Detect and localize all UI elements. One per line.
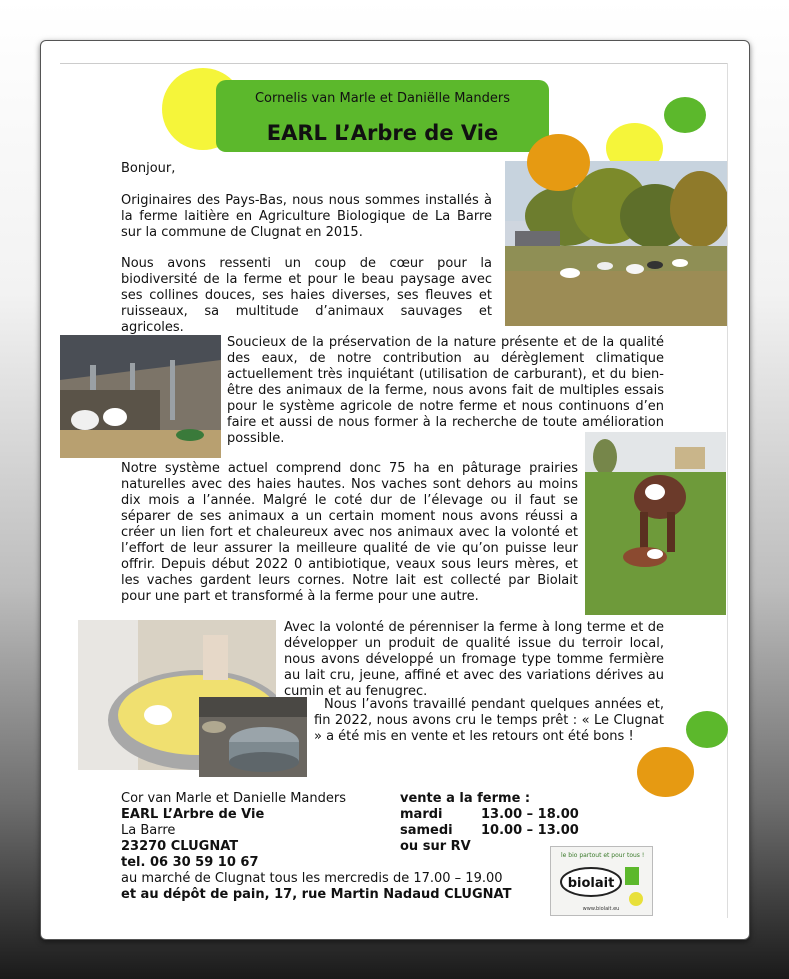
market-info: au marché de Clugnat tous les mercredis de 17.00 – 19.00 — [121, 871, 503, 886]
owner-names: Cornelis van Marle et Daniëlle Manders — [254, 91, 510, 106]
contact-phone: tel. 06 30 59 10 67 — [121, 855, 259, 870]
pasture-photo — [505, 161, 727, 326]
cow-calf-photo — [585, 432, 726, 615]
farm-title: EARL L’Arbre de Vie — [266, 121, 499, 145]
greeting: Bonjour, — [121, 161, 176, 176]
cheese-wheels-photo — [199, 697, 307, 777]
sales-hours-1: 13.00 – 18.00 — [481, 807, 579, 822]
logo-url: www.biolait.eu — [582, 906, 620, 912]
decor-circle-green-top — [664, 97, 706, 133]
decor-circle-green-bottom — [686, 711, 728, 748]
logo-brand: biolait — [567, 876, 615, 891]
paragraph-origin: Originaires des Pays-Bas, nous nous sommes installés à la ferme laitière en Agriculture Biologique de La Barre sur la commune de Clugnat en 2015. — [121, 193, 492, 240]
top-rule — [60, 63, 728, 64]
sales-appointment: ou sur RV — [400, 839, 471, 854]
paragraph-preservation: Soucieux de la préservation de la nature présente et de la qualité des eaux, de notre contribution au dérèglement climatique actuellement très inquiétant (utilisation de carburant), et du bien-être des animaux de la ferme, nous avons fait de multiples essais pour le système agricole de notre ferme et nous continuons d’en faire et aussi de nous former à la recherche de toute amélioration possible. — [227, 335, 664, 446]
contact-farm: EARL L’Arbre de Vie — [121, 807, 265, 822]
decor-circle-orange-top — [527, 134, 590, 191]
sales-hours-2: 10.00 – 13.00 — [481, 823, 579, 838]
paragraph-system: Notre système actuel comprend donc 75 ha en pâturage prairies naturelles avec des haies hautes. Nos vaches sont dehors au moins dix mois a l’année. Malgré le coté dur de l’élevage ou il faut se séparer de ses animaux a un certain moment nous avons réussi a créer un lien fort et chaleureux avec nos animaux avec la volonté et l’effort de leur assurer la meilleure qualité de vie qu’on puisse leur offrir. Depuis début 2022 0 antibiotique, veaux sous leurs mères, et les vaches gardent leurs cornes. Notre lait est collecté par Biolait pour une part et transformé à la ferme pour une autre. — [121, 461, 578, 604]
logo-tagline: le bio partout et pour tous ! — [561, 852, 645, 859]
biolait-logo — [550, 846, 653, 916]
sales-title: vente a la ferme : — [400, 791, 531, 806]
right-rule — [727, 63, 728, 918]
paragraph-biodiversity: Nous avons ressenti un coup de cœur pour la biodiversité de la ferme et pour le beau paysage avec ses collines douces, ses haies diverses, ses fleuves et ruisseaux, sa multitude d’animaux sauvages et agricoles. — [121, 256, 492, 335]
contact-place: La Barre — [121, 823, 176, 838]
sales-day-2: samedi — [400, 823, 453, 838]
paragraph-clugnat: Nous l’avons travaillé pendant quelques années et, fin 2022, nous avons cru le temps prêt : « Le Clugnat » a été mis en vente et les retours ont été bons ! — [314, 697, 664, 744]
header-banner — [216, 80, 549, 152]
barn-photo — [60, 335, 221, 458]
contact-name: Cor van Marle et Danielle Manders — [121, 791, 347, 806]
contact-postal: 23270 CLUGNAT — [121, 839, 239, 854]
sales-day-1: mardi — [400, 807, 443, 822]
paragraph-cheese: Avec la volonté de pérenniser la ferme à long terme et de développer un produit de qualité issue du terroir local, nous avons développé un fromage type tomme fermière au lait cru, jeune, affiné et avec des variations dérives au cumin et au fenugrec. — [284, 620, 664, 699]
depot-info: et au dépôt de pain, 17, rue Martin Nadaud CLUGNAT — [121, 887, 512, 902]
decor-circle-orange-bottom — [637, 747, 694, 797]
